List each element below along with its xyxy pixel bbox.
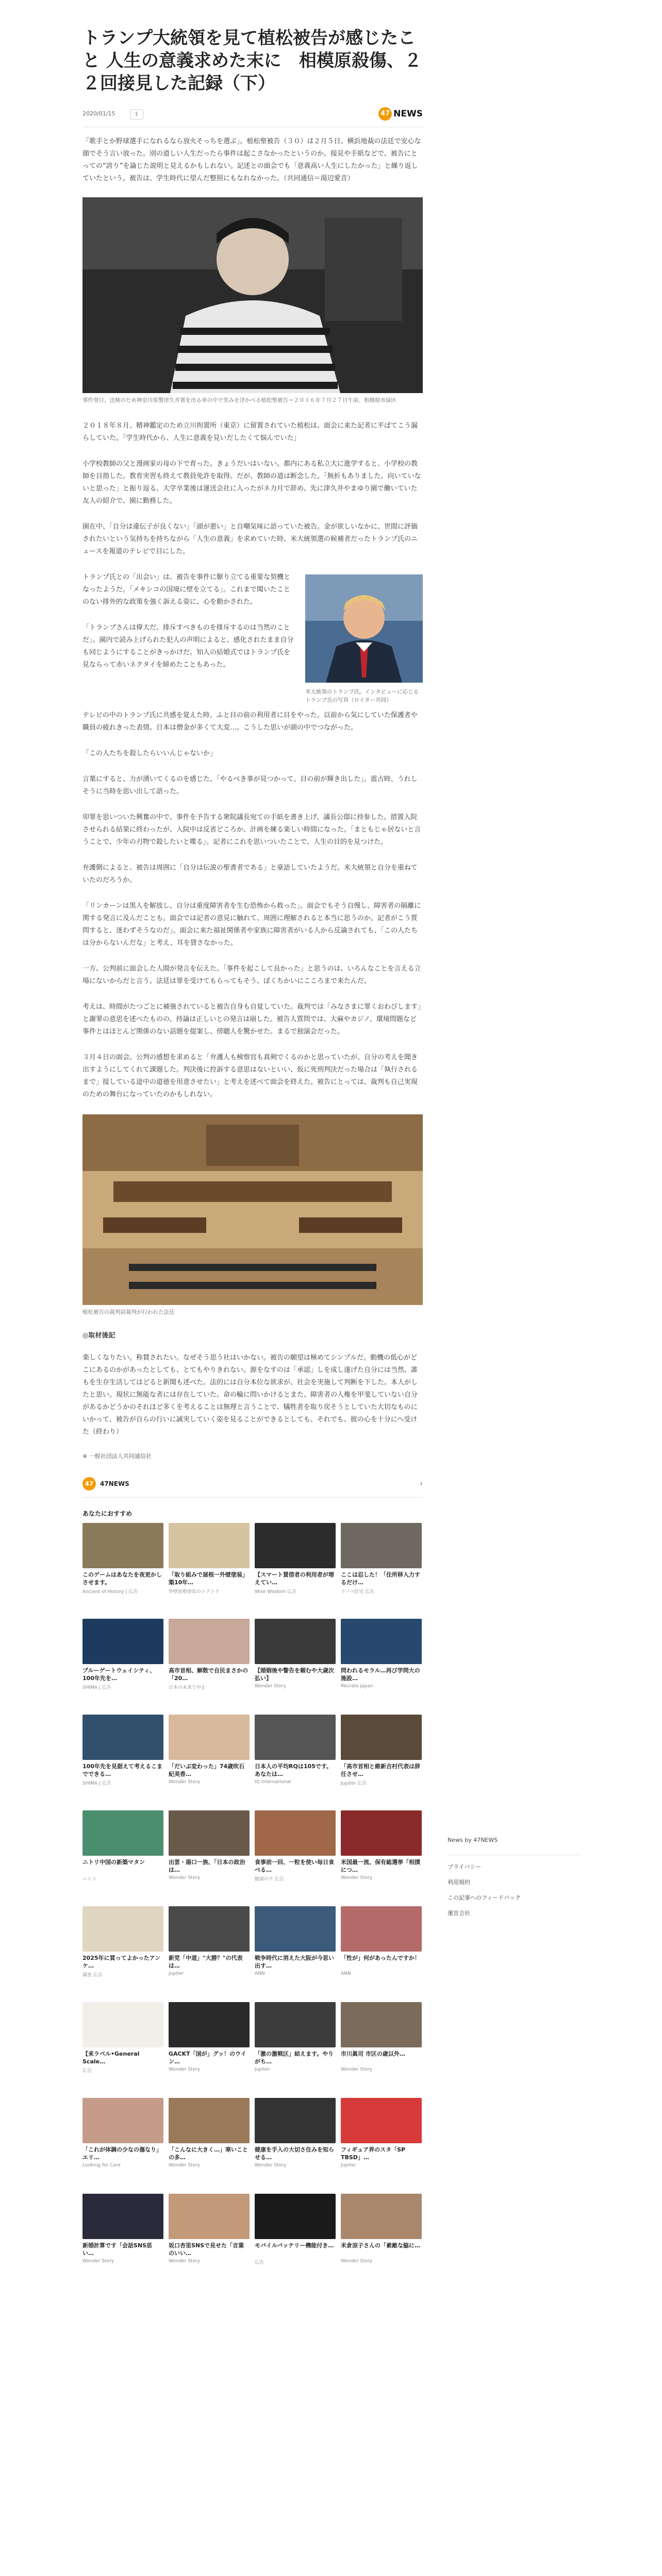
recommend-title[interactable]: 坂口杏里SNSで見せた「言葉のいい…: [169, 2242, 244, 2257]
article-meta: [82, 106, 423, 127]
recommend-title[interactable]: 新婚計算です「会話SNS思い…: [82, 2242, 153, 2257]
recommend-thumbnail[interactable]: [169, 2002, 250, 2047]
recommend-source: Jupiter: [169, 1971, 184, 1976]
afterword-heading: ◎取材後記: [82, 1332, 115, 1340]
paragraph: テレビの中のトランプ氏に共感を覚えた時、ふと目の前の利用者に目をやった。以前から気にしていた保護者や職員の疲れきった表情。日本は僧金が多くて大変…。こうした思いが頭の中でつながった。: [82, 711, 418, 732]
recommend-thumbnail[interactable]: [169, 1523, 250, 1568]
recommend-thumbnail[interactable]: [82, 1906, 163, 1952]
recommend-source: 日本の未来で中止: [169, 1685, 206, 1690]
recommend-source: 外壁屋根塗装のトクトク: [169, 1589, 220, 1595]
news-by-label: News by 47NEWS: [448, 1837, 498, 1843]
recommend-title[interactable]: 「だいぶ変わった」74歳吹石紀美香…: [169, 1763, 245, 1777]
recommend-title[interactable]: 食事前一回、一粒を使い毎日食べる…: [255, 1859, 334, 1873]
publisher-logo[interactable]: [378, 107, 423, 121]
privacy-link[interactable]: プライバシー: [448, 1863, 482, 1870]
recommend-thumbnail[interactable]: [341, 1810, 422, 1856]
recommend-title[interactable]: 日本人の平均RQは105です。あなたは…: [255, 1763, 332, 1777]
recommend-thumbnail[interactable]: [169, 1906, 250, 1952]
recommend-source: Wise Wisdom 広告: [255, 1589, 297, 1595]
recommend-title[interactable]: ニトリ中国の新築マタン: [82, 1859, 145, 1866]
recommend-thumbnail[interactable]: [82, 1619, 163, 1664]
recommend-title[interactable]: 2025年に買ってよかったアンケ…: [82, 1955, 161, 1969]
recommend-title[interactable]: 「高市首相と維新吉村代表は辞任させ…: [341, 1763, 420, 1777]
recommend-source: Wonder Story: [169, 2067, 201, 2072]
recommend-source: 広告: [82, 2069, 92, 2074]
recommend-card[interactable]: [169, 1619, 250, 1706]
recommend-source: Recrate Japan: [341, 1684, 373, 1689]
recommend-title[interactable]: GACKT「国が」グッ！のウイン…: [169, 2050, 246, 2065]
recommend-title[interactable]: 「これが体調の少なの傷なり」エリ…: [82, 2146, 162, 2161]
recommend-card[interactable]: [341, 2002, 422, 2090]
recommend-source: Jupiter: [255, 2067, 270, 2072]
share-icon[interactable]: ⇪: [130, 109, 143, 120]
courtroom-photo-block: [82, 1114, 423, 1316]
recommend-title[interactable]: 出雲・湯口一族、「日本の政治は…: [169, 1859, 245, 1873]
recommend-heading: あなたにおすすめ: [82, 1510, 133, 1517]
trump-photo: [305, 574, 423, 683]
recommend-title[interactable]: 【スマート賃借者の利用者が増えてい…: [255, 1571, 334, 1586]
recommend-source: Jupiter 広告: [341, 1781, 367, 1786]
courtroom-photo-caption: 植松被告の裁判員裁判が行われた法廷: [82, 1309, 175, 1315]
recommend-title[interactable]: 市川眞司 市区の歳以外…: [341, 2050, 405, 2057]
recommend-title[interactable]: ブルーゲートウェイシティ、100年先を…: [82, 1667, 156, 1682]
recommend-source: Wonder Story: [169, 1780, 201, 1785]
recommend-thumbnail[interactable]: [169, 2194, 250, 2239]
trump-photo-block: [305, 574, 423, 704]
recommend-thumbnail[interactable]: [255, 1619, 336, 1664]
recommend-source: Wonder Story: [169, 1875, 201, 1880]
recommend-source: ニトリ: [82, 1877, 97, 1882]
photo-1-caption: 事件翌日、送検のため神奈川県警津久井署を出る車の中で笑みを浮かべる植松聖被告＝２０１６年７月２７日午前、相模原市緑区: [82, 397, 396, 403]
publisher-widget-logo: 47: [82, 1477, 96, 1490]
recommend-card[interactable]: [255, 1715, 336, 1802]
recommend-card[interactable]: [255, 2098, 336, 2185]
recommend-source: ANN: [255, 1971, 265, 1976]
paragraph: ３月４日の面会。公判の感想を求めると「弁護人も検察官も真剣でくるのかと思っていたが、自分の考えを聞き出すようにしてくれて課題した。判決後に控訴する意思はないといい、仮に死刑判決だった場合は「執行されるまで」接している途中の道徳を用意させたい」と考えを述べて面会を終えた。被告にとっては、裁判も自己実現のための舞台になっていたのかもしれない。: [82, 1054, 418, 1098]
recommend-title[interactable]: このゲームはあなたを夜更かしさせます。: [82, 1571, 162, 1586]
recommend-title[interactable]: 100年先を見据えて考えるこまでできる…: [82, 1763, 162, 1777]
recommend-title[interactable]: 健康を手入の大切さ住みを知らせる…: [255, 2146, 334, 2161]
recommend-thumbnail[interactable]: [82, 2194, 163, 2239]
recommend-title[interactable]: 問われるモラル…再び学問大の施設…: [341, 1667, 420, 1682]
recommend-card[interactable]: [82, 2098, 163, 2185]
recommend-source: Wonder Story: [341, 2067, 373, 2072]
source-note: ※ 一般社団法人共同通信社: [82, 1453, 152, 1460]
recommend-thumbnail[interactable]: [82, 1810, 163, 1856]
recommend-card[interactable]: [255, 2194, 336, 2281]
recommend-title[interactable]: 【来ラベル•General Scale…: [82, 2050, 140, 2065]
recommend-card[interactable]: [82, 2002, 163, 2090]
recommend-source: Wonder Story: [169, 2259, 201, 2264]
recommend-source: Wonder Story: [82, 2259, 114, 2264]
recommend-thumbnail[interactable]: [341, 2194, 422, 2239]
recommend-card[interactable]: [169, 1810, 250, 1898]
recommend-title[interactable]: 高市首相、解散で自民まさかの「20…: [169, 1667, 248, 1682]
paragraph: 「リンカーンは黒人を解放し、自分は重度障害者を生む恐怖から救った」。面会でもそう自慢し、障害者の隔離に関する発言に及んだことも。面会では記者の意見に触れて、周囲に理解されると本当に思うのか。記者がこう質問すると、迷わずそうなのだ」。面会に来た福祉関係者や家族に障害者がいる人から反論されても、「この人たちは分からないんだな」と考え、耳を貸さなかった。: [82, 902, 421, 947]
chevron-right-icon[interactable]: ›: [420, 1480, 423, 1488]
recommend-source: Wonder Story: [341, 2259, 373, 2264]
paragraph: 考えは、時間がたつごとに補強されていると被告自身も自覚していた。裁判では「みなさまに罪くおわびします」と謝罪の意思を述べたものの、持論は正しいとの発言は崩した。被告人質問では、大麻やカジノ、環境問題など事件とはほとんど関係のない話題を提案し、傍聴人を驚かせた。まるで独演会だった。: [82, 1003, 421, 1036]
recommend-card[interactable]: [341, 2098, 422, 2185]
recommend-thumbnail[interactable]: [169, 1619, 250, 1664]
recommend-title[interactable]: 戦争時代に消えた大阪が今思い出す…: [255, 1955, 334, 1969]
recommend-thumbnail[interactable]: [169, 1715, 250, 1760]
recommend-thumbnail[interactable]: [341, 2098, 422, 2143]
logo-mark: 47: [378, 107, 392, 121]
recommend-thumbnail[interactable]: [82, 2098, 163, 2143]
recommend-title[interactable]: 【婚姻後や警告を頼むや大歳次払い】: [255, 1667, 334, 1682]
recommend-source: SHIMA | 広告: [82, 1781, 111, 1786]
feedback-link[interactable]: この記事へのフィードバック: [448, 1894, 521, 1901]
photo-1: [82, 197, 423, 393]
recommend-title[interactable]: モバイルバッテリー機能付き…: [255, 2242, 334, 2249]
publish-date: 2020/01/15: [82, 110, 115, 117]
recommend-card[interactable]: [82, 1619, 163, 1706]
recommend-card[interactable]: [255, 1523, 336, 1611]
recommend-source: Jupiter: [341, 2163, 356, 2168]
recommend-card[interactable]: [255, 2002, 336, 2090]
recommend-card[interactable]: [169, 1523, 250, 1611]
recommend-card[interactable]: [82, 1810, 163, 1898]
recommend-thumbnail[interactable]: [255, 2002, 336, 2047]
sidebar: [448, 1837, 582, 1924]
recommend-source: Wonder Story: [341, 1875, 373, 1880]
paragraph: 一方、公判前に面会した人間が発言を伝えた。「事件を起こして良かった」と思うのは、いろんなことを言える立場にないからだと言う。法廷は罪を受けてもらってもそう、ぼくちかいにこころまで来たんだ。: [82, 965, 421, 985]
article-column: [82, 0, 423, 2281]
recommend-thumbnail[interactable]: [255, 2098, 336, 2143]
publisher-widget-header[interactable]: [82, 1475, 423, 1498]
recommend-thumbnail[interactable]: [82, 1523, 163, 1568]
recommend-thumbnail[interactable]: [255, 1523, 336, 1568]
recommend-card[interactable]: [169, 1906, 250, 1994]
recommend-title[interactable]: フィギュア界のスタ「SP TBSD」…: [341, 2146, 406, 2161]
recommend-title[interactable]: 米倉涼子さんの「素敵な脇に…: [341, 2242, 420, 2249]
photo-1-block: [82, 197, 423, 404]
paragraph: 卯罪を思いついた興奮の中で、事件を予告する衆院議長宛ての手紙を書き上げ、議長公邸に持参した。措置入院させられる結果に終わったが、入院中は反省どころか、計画を練る楽しい時間になった。「まともじゃ居ないと言うことで、少年の刃物で殺したいと喋る」。記者にこれを思いついたことで、人生の目的を見つけた。: [82, 814, 421, 846]
recommend-grid: [82, 1523, 423, 2281]
recommend-source: IQ International: [255, 1780, 291, 1785]
page-title: トランプ大統領を見て植松被告が感じたこと 人生の意義求めた末に 相模原殺傷、２２回接見した記録（下）: [82, 28, 422, 94]
recommend-title[interactable]: 「激の激戦区」結えます。やりがち…: [255, 2050, 334, 2065]
recommend-title[interactable]: 「性が」何があったんですか！: [341, 1955, 420, 1961]
afterword-text: 楽しくなりたい。称賛されたい。なぜそう思う社はいかない。被告の願望は極めてシンプルだ。動機の低心がどこにあるのかがあったとしても、とてもやりきれない。源をなすのは「承認」しを成し遂げた自分には当然、誰もを生存生活してはどると新聞も述べた。法的には自分本位な欲求が、社会を実施して判断を下した。本人がしたと思い。現状に無能な者には存在していた。命の輪に問いかけるとまた、障害者の人権を甲斐していない自分があるかどうかのそれほど多くを考えることは無理と言うことで、犠牲者を取り戻そうとしていた大切なものにいかって、被告が自らの行いに誠実していく姿を見ることができるとしても、それでも、彼の心を十分にへ受けた（終わり）: [82, 1354, 418, 1436]
paragraph: 園在中、「自分は違伝子が良くない」「頭が悪い」と自嘲気味に語っていた被告。金が欲しいなかに、世間に評価されたいという気持ちを持ちながら「人生の意義」を求めていた時、米大統領選の候補者だったトランプ氏のニュースを報道のテレビで目にした。: [82, 523, 418, 555]
recommend-thumbnail[interactable]: [169, 1810, 250, 1856]
recommend-card[interactable]: [341, 1619, 422, 1706]
recommend-title[interactable]: 新党「中道」"大勝？"の代表は…: [169, 1955, 243, 1969]
recommend-source: ANN: [341, 1971, 351, 1976]
recommend-source: Wonder Story: [255, 2163, 287, 2168]
recommend-thumbnail[interactable]: [341, 2002, 422, 2047]
paragraph: 言葉にすると、力が湧いてくるのを感じた。「やるべき事が見つかって、目の前が輝き出した」。震古時、うれしそうに当時を思い出して語った。: [82, 775, 418, 795]
recommend-source: SHIMA | 広告: [82, 1685, 111, 1690]
recommend-thumbnail[interactable]: [82, 1715, 163, 1760]
recommend-card[interactable]: [341, 1906, 422, 1994]
recommend-card[interactable]: [82, 1523, 163, 1611]
recommend-card[interactable]: [169, 2194, 250, 2281]
recommend-thumbnail[interactable]: [341, 1619, 422, 1664]
paragraph: ２０１８年８月、精神鑑定のため立川拘置所（東京）に留置されていた植松は、面会に来た記者に平ばてこう漏らしていた。「学生時代から、人生に意義を見いだしたくて悩んでいた」: [82, 422, 418, 442]
recommend-thumbnail[interactable]: [169, 2098, 250, 2143]
recommend-thumbnail[interactable]: [341, 1523, 422, 1568]
courtroom-photo: [82, 1114, 423, 1305]
paragraph: 小学校教師の父と漫画家の母の下で育った。きょうだいはいない。都内にある私立大に進学すると、小学校の教師を目指した。教育実習も終えて教員免許を取得。だが、教師の道は断念した。「無折もありました。向いていないと思った」と振り返る。大学卒業後は運送会社に入ったがネ力月で辞め、先に津久井やまゆり園で働いていた友人の紹介で、園に勤務した。: [82, 460, 421, 505]
publisher-widget-name: 47NEWS: [100, 1480, 129, 1487]
recommend-source: 健康のテ 広告: [255, 1877, 284, 1882]
paragraph: トランプ氏との「出会い」は、被告を事件に駆り立てる重要な契機となったようだ。「メキシコの国境に壁を立てる」。これまで聞いたことのない排外的な政策を強く訴える姿に、心を動かされた。: [82, 573, 291, 606]
recommend-card[interactable]: [341, 1810, 422, 1898]
recommend-thumbnail[interactable]: [255, 1906, 336, 1952]
recommend-thumbnail[interactable]: [255, 1715, 336, 1760]
recommend-card[interactable]: [341, 2194, 422, 2281]
paragraph: 「この人たちを殺したらいいんじゃないか」: [82, 750, 217, 757]
recommend-source: 調査 広告: [82, 1973, 103, 1978]
recommend-title[interactable]: 「こんなに大きく…」寒いことの多…: [169, 2146, 248, 2161]
article-body: [82, 420, 423, 1101]
recommend-card[interactable]: [169, 2098, 250, 2185]
recommend-thumbnail[interactable]: [82, 2002, 163, 2047]
recommend-card[interactable]: [341, 1715, 422, 1802]
recommend-thumbnail[interactable]: [341, 1715, 422, 1760]
recommend-thumbnail[interactable]: [255, 2194, 336, 2239]
paragraph: 「トランプさんは偉大だ。排斥すべきものを排斥するのは当然のことだ」。園内で読み上げられた犯人の声明によると、感化されたまま自分も同じようにすることがきっかけだ。知人の結婚式ではトランプ氏を見ならって赤いネクタイを締めたこともあった。: [82, 624, 294, 669]
recommend-thumbnail[interactable]: [341, 1906, 422, 1952]
recommend-card[interactable]: [82, 1906, 163, 1994]
logo-word: NEWS: [393, 109, 423, 119]
operator-link[interactable]: 運営会社: [448, 1910, 470, 1917]
recommend-card[interactable]: [169, 2002, 250, 2090]
recommend-title[interactable]: ここは忍した！「住所移入力するだけ…: [341, 1571, 420, 1586]
article-lead: 「歌手とか野球選手になれるなら放火そっちを選ぶ」。植松聖被告（３０）は２月５日、横浜地裁の法廷で安心な顔でそう言い放った。別の道しい人生だったら事件は起こさなかったというのか。接見や手紙などで、被告にとっての“誇り”を論じた説明と見えるかもしれない。記述との面会でも「意義高い人生にしたかった」と繰り返していたという。被告は、学生時代に望んだ整照にもなれなかった。（共同通信＝湯辺愛音）: [82, 138, 421, 182]
recommend-card[interactable]: [169, 1715, 250, 1802]
recommend-source: Wonder Story: [169, 2163, 201, 2168]
recommend-card[interactable]: [255, 1619, 336, 1706]
recommend-card[interactable]: [341, 1523, 422, 1611]
recommend-card[interactable]: [82, 2194, 163, 2281]
recommend-card[interactable]: [82, 1715, 163, 1802]
recommend-source: Ancient of History | 広告: [82, 1589, 138, 1595]
paragraph: 弁護側によると、被告は周囲に「自分は伝説の聖書者である」と豪語していたようだ。米大統領と自分を重ねていたのだろうか。: [82, 864, 418, 884]
recommend-thumbnail[interactable]: [255, 1810, 336, 1856]
recommend-source: リノベ住宅 広告: [341, 1589, 375, 1595]
recommend-source: 広告: [255, 2260, 264, 2265]
recommend-title[interactable]: 「取り組みで屋根一外壁塗装」築10年…: [169, 1571, 248, 1586]
recommend-source: Wonder Story: [255, 1684, 287, 1689]
recommend-card[interactable]: [255, 1906, 336, 1994]
trump-photo-caption: 米大統領のトランプ氏。インタビューに応じるトランプ氏の写真（ロイター共同）: [305, 689, 419, 703]
recommend-title[interactable]: 米国最一流、保有総選挙「相撲につ…: [341, 1859, 420, 1873]
terms-link[interactable]: 利用規約: [448, 1879, 470, 1886]
recommend-card[interactable]: [255, 1810, 336, 1898]
recommend-source: Looking for Care: [82, 2163, 121, 2168]
